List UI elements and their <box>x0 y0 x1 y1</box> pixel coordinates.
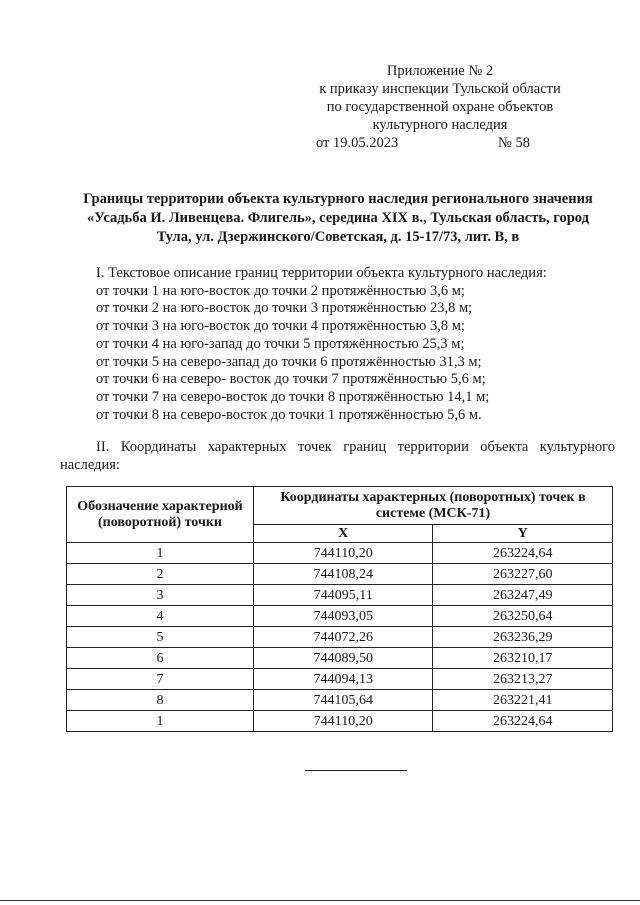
table-row <box>67 627 613 648</box>
boundary-segment: от точки 3 на юго-восток до точки 4 протяжённостью 3,8 м; <box>96 318 465 335</box>
x-cell: 744110,20 <box>254 543 433 564</box>
point-designation-header: Обозначение характерной (поворотной) точки <box>67 487 254 543</box>
point-cell: 1 <box>67 543 254 564</box>
appendix-header <box>300 62 580 152</box>
x-header: X <box>254 525 433 543</box>
y-cell: 263221,41 <box>433 690 613 711</box>
appendix-line: к приказу инспекции Тульской области <box>319 81 561 97</box>
table-row <box>67 564 613 585</box>
boundary-segment: от точки 1 на юго-восток до точки 2 протяжённостью 3,6 м; <box>96 282 465 299</box>
y-cell: 263247,49 <box>433 585 613 606</box>
table-row <box>67 690 613 711</box>
title-line: Тула, ул. Дзержинского/Советская, д. 15-17/73, лит. В, в <box>156 229 520 245</box>
x-cell: 744093,05 <box>254 606 433 627</box>
boundary-segment: от точки 8 на северо-восток до точки 1 протяжённостью 5,6 м. <box>96 406 482 423</box>
table-row <box>67 543 613 564</box>
boundary-segment: от точки 4 на юго-запад до точки 5 протяжённостью 25,3 м; <box>96 335 465 352</box>
x-cell: 744108,24 <box>254 564 433 585</box>
y-cell: 263210,17 <box>433 648 613 669</box>
coordinates-header: Координаты характерных (поворотных) точек в системе (МСК-71) <box>254 487 613 525</box>
x-cell: 744110,20 <box>254 711 433 732</box>
boundary-segment: от точки 7 на северо-восток до точки 8 протяжённостью 14,1 м; <box>96 388 490 405</box>
point-cell: 7 <box>67 669 254 690</box>
separator-line <box>305 770 407 771</box>
point-cell: 8 <box>67 690 254 711</box>
y-cell: 263213,27 <box>433 669 613 690</box>
x-cell: 744089,50 <box>254 648 433 669</box>
point-cell: 2 <box>67 564 254 585</box>
boundary-segment: от точки 2 на юго-восток до точки 3 протяжённостью 23,8 м; <box>96 300 473 317</box>
appendix-date-row <box>300 134 580 152</box>
y-cell: 263224,64 <box>433 543 613 564</box>
x-cell: 744094,13 <box>254 669 433 690</box>
title-line: «Усадьба И. Ливенцева. Флигель», середина XIX в., Тульская область, город <box>87 210 589 226</box>
boundary-segment: от точки 5 на северо-запад до точки 6 протяжённостью 31,3 м; <box>96 353 482 370</box>
y-header: Y <box>433 525 613 543</box>
point-cell: 5 <box>67 627 254 648</box>
table-row <box>67 711 613 732</box>
table-row <box>67 648 613 669</box>
appendix-line: по государственной охране объектов <box>326 99 554 115</box>
table-row <box>67 669 613 690</box>
y-cell: 263227,60 <box>433 564 613 585</box>
point-cell: 4 <box>67 606 254 627</box>
order-number: № 58 <box>498 135 530 151</box>
document-title <box>58 190 618 247</box>
appendix-line: культурного наследия <box>372 117 508 133</box>
appendix-line: Приложение № 2 <box>386 63 494 79</box>
order-date: от 19.05.2023 <box>316 135 399 151</box>
text-description-section <box>96 265 616 424</box>
section-heading: II. Координаты характерных точек границ территории объекта культурного наследия: <box>60 439 615 473</box>
x-cell: 744072,26 <box>254 627 433 648</box>
table-row <box>67 606 613 627</box>
table-row <box>67 585 613 606</box>
x-cell: 744095,11 <box>254 585 433 606</box>
page-edge-line <box>0 900 640 901</box>
point-cell: 3 <box>67 585 254 606</box>
section-heading: I. Текстовое описание границ территории объекта культурного наследия: <box>96 265 547 281</box>
y-cell: 263236,29 <box>433 627 613 648</box>
y-cell: 263224,64 <box>433 711 613 732</box>
point-cell: 1 <box>67 711 254 732</box>
y-cell: 263250,64 <box>433 606 613 627</box>
coordinates-section-heading <box>60 438 615 474</box>
point-cell: 6 <box>67 648 254 669</box>
coordinates-table <box>66 486 613 732</box>
boundary-segment: от точки 6 на северо- восток до точки 7 протяжённостью 5,6 м; <box>96 371 486 388</box>
title-line: Границы территории объекта культурного наследия регионального значения <box>83 191 593 207</box>
x-cell: 744105,64 <box>254 690 433 711</box>
